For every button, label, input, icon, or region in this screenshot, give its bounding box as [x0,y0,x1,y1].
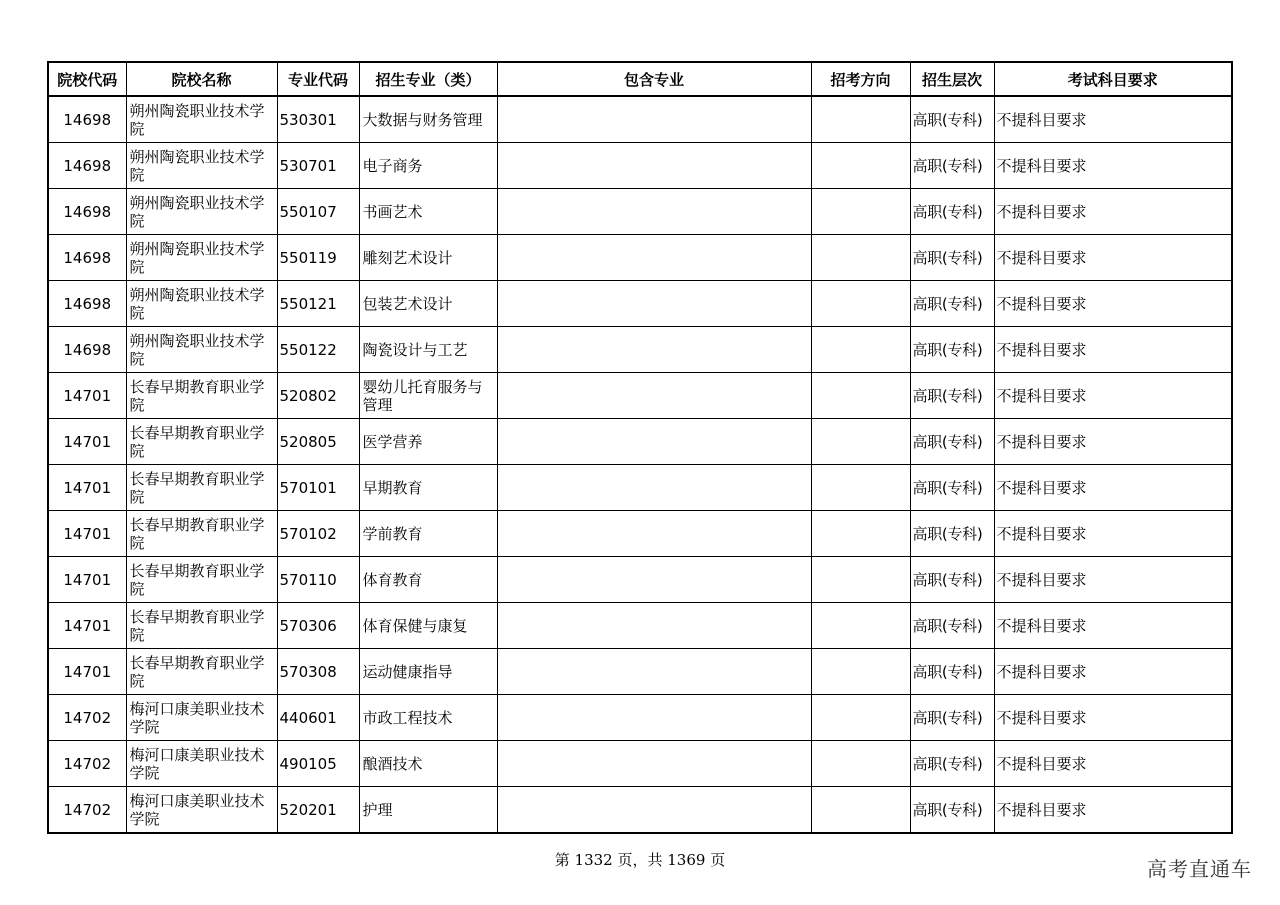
major-code-cell: 490105 [277,741,359,787]
direction-cell [811,235,910,281]
included-majors-cell [497,96,811,143]
major-cell: 早期教育 [359,465,497,511]
major-code-cell: 550121 [277,281,359,327]
level-cell: 高职(专科) [910,281,994,327]
table-row [48,787,1232,834]
school-name-cell: 长春早期教育职业学院 [126,649,277,695]
level-cell: 高职(专科) [910,373,994,419]
major-code-cell: 570308 [277,649,359,695]
direction-cell [811,465,910,511]
included-majors-cell [497,603,811,649]
included-majors-cell [497,373,811,419]
included-majors-cell [497,143,811,189]
subject-requirement-cell: 不提科目要求 [994,465,1232,511]
major-code-cell: 530301 [277,96,359,143]
major-code-cell: 550107 [277,189,359,235]
direction-cell [811,327,910,373]
school-name-cell: 长春早期教育职业学院 [126,603,277,649]
school-name-cell: 梅河口康美职业技术学院 [126,695,277,741]
included-majors-cell [497,189,811,235]
table-row [48,327,1232,373]
included-majors-cell [497,465,811,511]
major-code-cell: 570102 [277,511,359,557]
major-cell: 市政工程技术 [359,695,497,741]
level-cell: 高职(专科) [910,557,994,603]
subject-requirement-cell: 不提科目要求 [994,327,1232,373]
school-code-cell: 14698 [48,327,126,373]
table-row [48,649,1232,695]
school-code-cell: 14701 [48,557,126,603]
table-row [48,741,1232,787]
header-major: 招生专业（类） [359,62,497,96]
level-cell: 高职(专科) [910,741,994,787]
school-name-cell: 梅河口康美职业技术学院 [126,787,277,834]
level-cell: 高职(专科) [910,419,994,465]
major-cell: 婴幼儿托育服务与管理 [359,373,497,419]
included-majors-cell [497,695,811,741]
level-cell: 高职(专科) [910,649,994,695]
table-body [48,96,1232,833]
watermark: 高考直通车 [1147,857,1252,881]
major-code-cell: 520201 [277,787,359,834]
level-cell: 高职(专科) [910,189,994,235]
included-majors-cell [497,649,811,695]
major-cell: 大数据与财务管理 [359,96,497,143]
subject-requirement-cell: 不提科目要求 [994,649,1232,695]
level-cell: 高职(专科) [910,465,994,511]
subject-requirement-cell: 不提科目要求 [994,189,1232,235]
included-majors-cell [497,235,811,281]
direction-cell [811,281,910,327]
table-row [48,143,1232,189]
subject-requirement-cell: 不提科目要求 [994,419,1232,465]
school-name-cell: 朔州陶瓷职业技术学院 [126,327,277,373]
major-cell: 陶瓷设计与工艺 [359,327,497,373]
major-cell: 电子商务 [359,143,497,189]
major-code-cell: 570110 [277,557,359,603]
header-school-name: 院校名称 [126,62,277,96]
included-majors-cell [497,327,811,373]
direction-cell [811,96,910,143]
direction-cell [811,557,910,603]
subject-requirement-cell: 不提科目要求 [994,695,1232,741]
subject-requirement-cell: 不提科目要求 [994,511,1232,557]
table-row [48,189,1232,235]
header-level: 招生层次 [910,62,994,96]
major-code-cell: 570306 [277,603,359,649]
table-row [48,281,1232,327]
level-cell: 高职(专科) [910,235,994,281]
subject-requirement-cell: 不提科目要求 [994,281,1232,327]
school-name-cell: 长春早期教育职业学院 [126,465,277,511]
major-cell: 雕刻艺术设计 [359,235,497,281]
table-row [48,557,1232,603]
school-name-cell: 朔州陶瓷职业技术学院 [126,235,277,281]
included-majors-cell [497,741,811,787]
school-code-cell: 14701 [48,511,126,557]
direction-cell [811,787,910,834]
subject-requirement-cell: 不提科目要求 [994,96,1232,143]
subject-requirement-cell: 不提科目要求 [994,557,1232,603]
major-cell: 包装艺术设计 [359,281,497,327]
school-code-cell: 14701 [48,465,126,511]
subject-requirement-cell: 不提科目要求 [994,787,1232,834]
table-row [48,235,1232,281]
table-row [48,695,1232,741]
table-row [48,465,1232,511]
subject-requirement-cell: 不提科目要求 [994,235,1232,281]
table-row [48,373,1232,419]
major-cell: 学前教育 [359,511,497,557]
direction-cell [811,649,910,695]
admissions-table [47,61,1233,834]
major-code-cell: 530701 [277,143,359,189]
school-code-cell: 14698 [48,235,126,281]
direction-cell [811,603,910,649]
school-code-cell: 14698 [48,281,126,327]
school-name-cell: 朔州陶瓷职业技术学院 [126,281,277,327]
school-code-cell: 14702 [48,741,126,787]
table-row [48,511,1232,557]
major-code-cell: 520805 [277,419,359,465]
header-school-code: 院校代码 [48,62,126,96]
major-cell: 体育保健与康复 [359,603,497,649]
major-cell: 体育教育 [359,557,497,603]
header-major-code: 专业代码 [277,62,359,96]
school-name-cell: 长春早期教育职业学院 [126,373,277,419]
subject-requirement-cell: 不提科目要求 [994,741,1232,787]
major-cell: 运动健康指导 [359,649,497,695]
page-number: 第 1332 页，共 1369 页 [554,851,726,869]
major-cell: 酿酒技术 [359,741,497,787]
direction-cell [811,695,910,741]
major-code-cell: 550122 [277,327,359,373]
subject-requirement-cell: 不提科目要求 [994,603,1232,649]
major-cell: 医学营养 [359,419,497,465]
direction-cell [811,189,910,235]
school-code-cell: 14702 [48,787,126,834]
subject-requirement-cell: 不提科目要求 [994,143,1232,189]
level-cell: 高职(专科) [910,787,994,834]
major-cell: 护理 [359,787,497,834]
header-subject-requirement: 考试科目要求 [994,62,1232,96]
direction-cell [811,419,910,465]
school-name-cell: 长春早期教育职业学院 [126,557,277,603]
school-name-cell: 朔州陶瓷职业技术学院 [126,189,277,235]
school-name-cell: 长春早期教育职业学院 [126,419,277,465]
level-cell: 高职(专科) [910,603,994,649]
school-code-cell: 14702 [48,695,126,741]
major-code-cell: 570101 [277,465,359,511]
school-name-cell: 长春早期教育职业学院 [126,511,277,557]
major-code-cell: 550119 [277,235,359,281]
school-code-cell: 14701 [48,419,126,465]
school-code-cell: 14698 [48,189,126,235]
school-code-cell: 14701 [48,603,126,649]
direction-cell [811,373,910,419]
included-majors-cell [497,511,811,557]
direction-cell [811,741,910,787]
level-cell: 高职(专科) [910,511,994,557]
level-cell: 高职(专科) [910,695,994,741]
table-header [48,62,1232,96]
major-cell: 书画艺术 [359,189,497,235]
included-majors-cell [497,557,811,603]
table-row [48,419,1232,465]
school-code-cell: 14698 [48,143,126,189]
level-cell: 高职(专科) [910,143,994,189]
school-code-cell: 14701 [48,373,126,419]
school-code-cell: 14701 [48,649,126,695]
header-direction: 招考方向 [811,62,910,96]
included-majors-cell [497,787,811,834]
school-name-cell: 朔州陶瓷职业技术学院 [126,96,277,143]
table-row [48,96,1232,143]
direction-cell [811,143,910,189]
header-row [48,62,1232,96]
major-code-cell: 440601 [277,695,359,741]
level-cell: 高职(专科) [910,96,994,143]
header-included-majors: 包含专业 [497,62,811,96]
school-name-cell: 梅河口康美职业技术学院 [126,741,277,787]
direction-cell [811,511,910,557]
table-row [48,603,1232,649]
school-name-cell: 朔州陶瓷职业技术学院 [126,143,277,189]
included-majors-cell [497,281,811,327]
school-code-cell: 14698 [48,96,126,143]
subject-requirement-cell: 不提科目要求 [994,373,1232,419]
level-cell: 高职(专科) [910,327,994,373]
included-majors-cell [497,419,811,465]
major-code-cell: 520802 [277,373,359,419]
